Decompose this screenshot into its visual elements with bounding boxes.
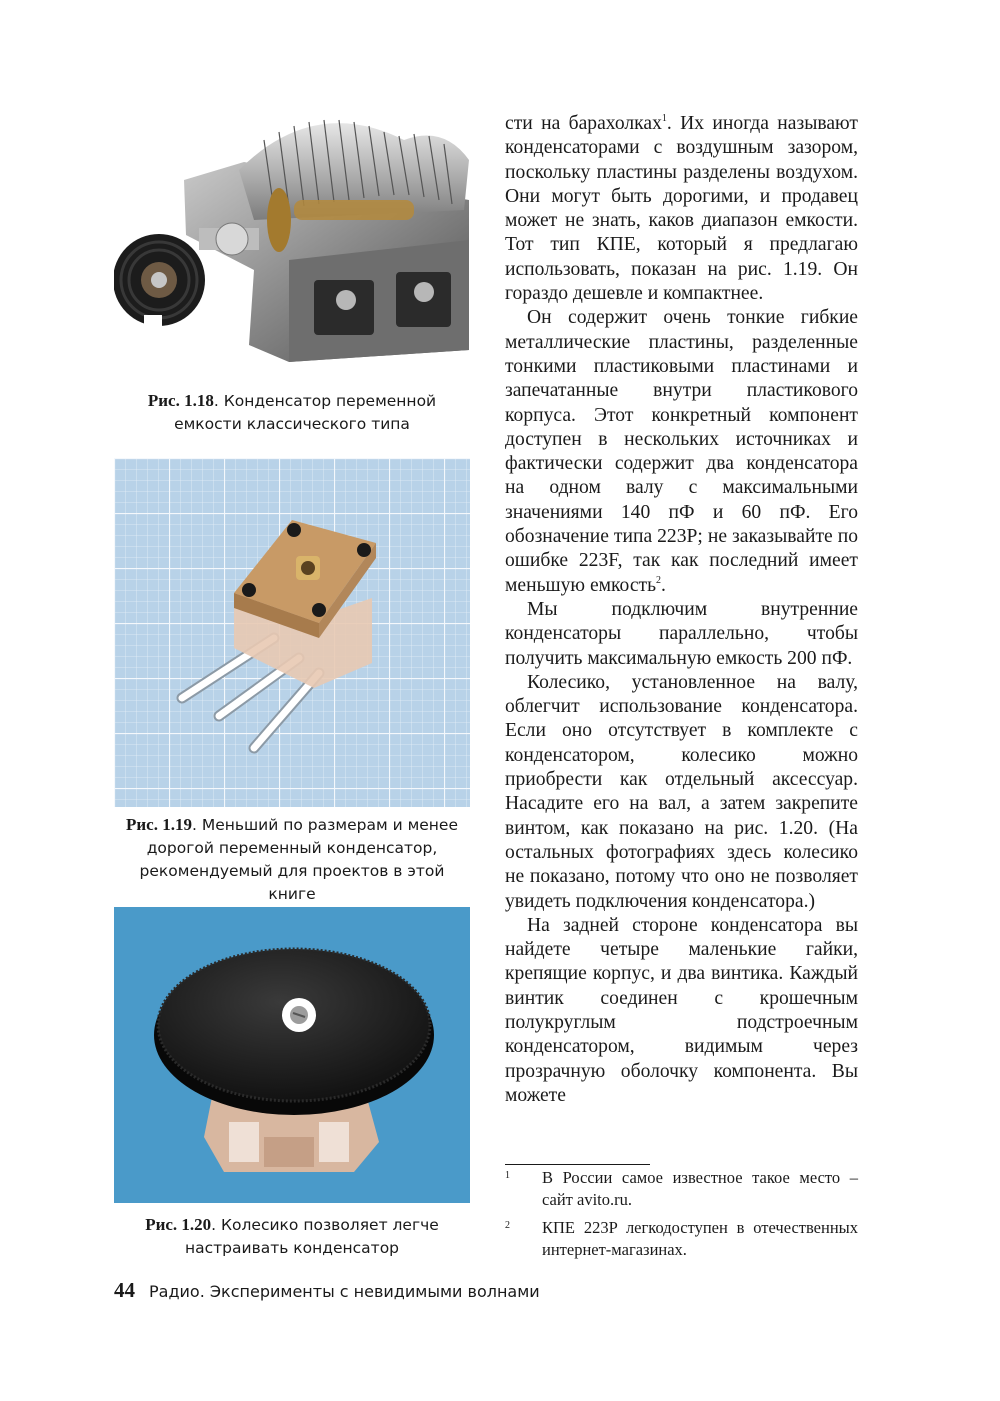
figure-caption-text: . Колесико позволяет легче настраивать конденсатор	[184, 1216, 439, 1257]
page-number: 44	[114, 1278, 135, 1302]
body-text-column	[505, 112, 858, 1108]
classic-capacitor-image	[114, 100, 470, 370]
figure-1-19-caption	[114, 813, 470, 906]
figure-1-19	[114, 458, 470, 906]
figure-label: Рис. 1.19	[125, 815, 192, 834]
paragraph-3: Мы подключим внутренние конденсаторы параллельно, чтобы получить максимальную емкость 200 пФ.	[505, 598, 858, 669]
paragraph-5: На задней стороне конденсатора вы найдете четыре маленькие гайки, крепящие корпус, и два винтика. Каждый винтик соединен с крошечным полукруглым подстроечным конденсатором, видимым через прозрачную оболочку компонента. Вы можете	[505, 914, 858, 1106]
footnote-ref-1: 1	[661, 113, 667, 124]
footnote-divider	[505, 1164, 650, 1165]
figure-1-18-caption	[114, 389, 470, 436]
tuning-wheel-image	[114, 907, 470, 1203]
figure-1-18	[114, 100, 470, 436]
page-footer	[114, 1278, 914, 1303]
footnote-2: 2 КПЕ 223P легкодоступен в отечественных интернет-магазинах.	[505, 1218, 858, 1259]
figure-caption-text: . Конденсатор переменной емкости классического типа	[174, 392, 437, 433]
figure-label: Рис. 1.18	[147, 391, 214, 410]
figure-caption-text: . Меньший по размерам и менее дорогой переменный конденсатор, рекомендуемый для проектов в этой книге	[139, 816, 459, 903]
footnote-1: 1 В России самое известное такое место – сайт avito.ru.	[505, 1168, 858, 1209]
running-title: Радио. Эксперименты с невидимыми волнами	[149, 1282, 540, 1301]
paragraph-2: Он содержит очень тонкие гибкие металлические пластины, разделенные тонкими пластиковыми пластинами и запечатанные внутри пластикового корпуса. Этот конкретный компонент доступен в нескольких источниках и фактически содержит два конденсатора на одном валу с максимальными значениями 140 пФ и 60 пФ. Его обозначение типа 223P; не заказывайте по ошибке 223F, так как последний имеет меньшую емкость$^2$.	[505, 307, 858, 596]
figure-1-20	[114, 907, 470, 1260]
paragraph-4: Колесико, установленное на валу, облегчит использование конденсатора. Если оно отсутствует в комплекте с конденсатором, колесико можно приобрести как отдельный аксессуар. Насадите его на вал, а затем закрепите винтом, как показано на рис. 1.20. (На остальных фотографиях здесь колесико не показано, потому что оно не позволяет увидеть подключения конденсатора.)	[505, 671, 858, 912]
paragraph-1: сти на барахолках$^1$. Их иногда называют конденсаторами с воздушным зазором, поскольку пластины разделены воздухом. Они могут быть дорогими, и продавец может не знать, каков диапазон емкости. Тот тип КПЕ, который я предлагаю использовать, показан на рис. 1.19. Он гораздо дешевле и компактнее.	[505, 113, 858, 305]
figure-1-20-caption	[114, 1213, 470, 1260]
figure-label: Рис. 1.20	[145, 1215, 212, 1234]
footnotes	[505, 1164, 858, 1267]
footnote-ref-2: 2	[656, 574, 662, 586]
small-capacitor-image	[114, 458, 470, 807]
